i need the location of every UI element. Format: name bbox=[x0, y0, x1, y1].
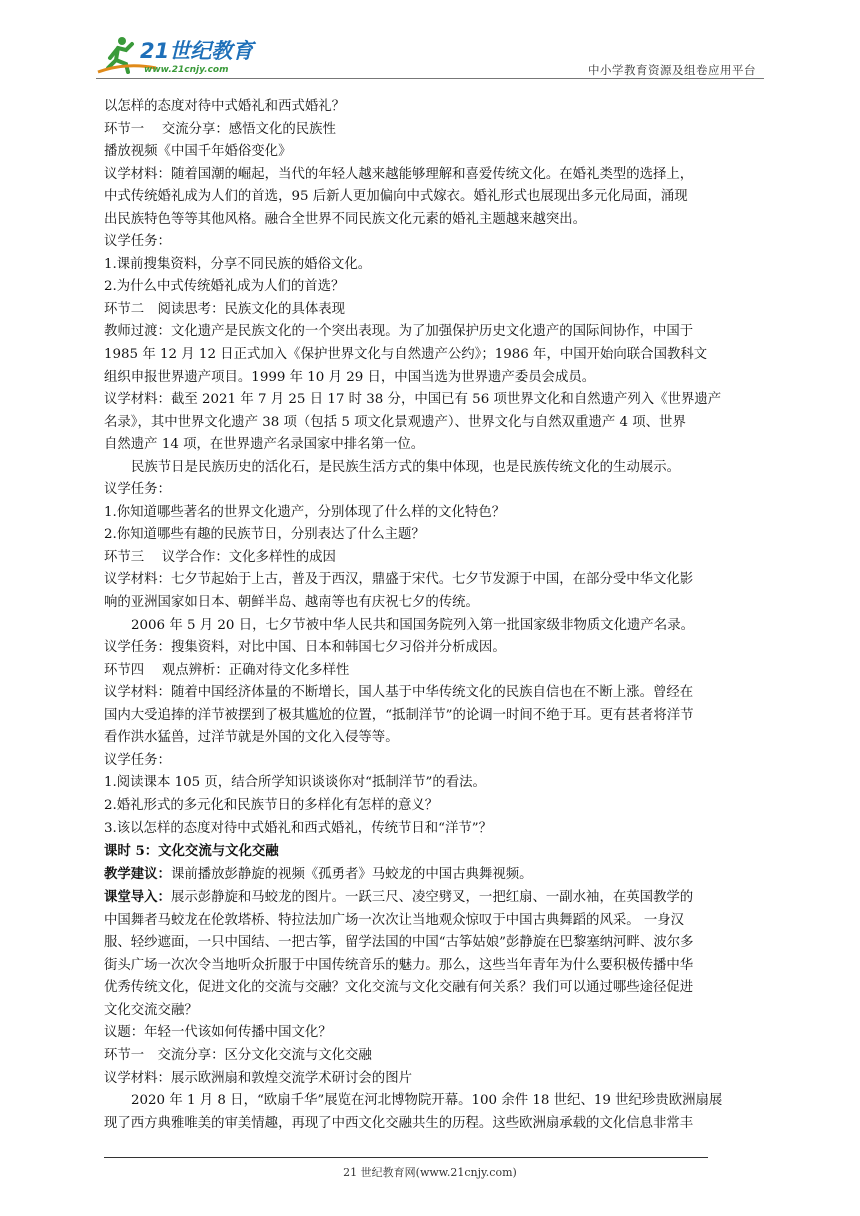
topic-line: 议题：年轻一代该如何传播中国文化？ bbox=[104, 1025, 332, 1041]
logo-url-text: www.21cnjy.com bbox=[144, 65, 229, 75]
text-line: 出民族特色等等其他风格。融合全世界不同民族文化元素的婚礼主题越来越突出。 bbox=[104, 211, 587, 227]
text-line: 现了西方典雅唯美的审美情趣，再现了中西文化交融共生的历程。这些欧洲扇承载的文化信息非常丰 bbox=[104, 1115, 694, 1131]
text-line: 服、轻纱遮面，一只中国结、一把古筝，留学法国的中国“古筝姑娘”彭静旋在巴黎塞纳河畔、波尔多 bbox=[104, 935, 694, 951]
text-line: 响的亚洲国家如日本、朝鲜半岛、越南等也有庆祝七夕的传统。 bbox=[104, 595, 479, 611]
task-item: 1.课前搜集资料，分享不同民族的婚俗文化。 bbox=[104, 256, 372, 272]
class-intro-text: 展示彭静旋和马蛟龙的图片。一跃三尺、凌空劈叉，一把红扇、一副水袖，在英国教学的 bbox=[170, 890, 694, 906]
text-line: 自然遗产 14 项，在世界遗产名录国家中排名第一位。 bbox=[104, 437, 425, 453]
section-heading: 环节三 议学合作：文化多样性的成因 bbox=[104, 549, 336, 565]
section-heading: 环节一 交流分享：感悟文化的民族性 bbox=[104, 121, 336, 137]
task-item: 1.阅读课本 105 页，结合所学知识谈谈你对“抵制洋节”的看法。 bbox=[104, 775, 486, 791]
task-item: 2.你知道哪些有趣的民族节日，分别表达了什么主题？ bbox=[104, 527, 425, 543]
section-heading: 环节四 观点辨析：正确对待文化多样性 bbox=[104, 662, 350, 678]
text-line: 看作洪水猛兽，过洋节就是外国的文化入侵等等。 bbox=[104, 730, 399, 746]
text-line: 文化交流交融？ bbox=[104, 1002, 198, 1018]
text-line: 民族节日是民族历史的活化石，是民族生活方式的集中体现，也是民族传统文化的生动展示。 bbox=[131, 459, 681, 475]
task-item: 1.你知道哪些著名的世界文化遗产，分别体现了什么样的文化特色？ bbox=[104, 504, 506, 520]
page-header bbox=[96, 28, 764, 78]
text-line: 议学任务： bbox=[104, 234, 171, 250]
text-line: 议学材料：七夕节起始于上古，普及于西汉，鼎盛于宋代。七夕节发源于中国，在部分受中华文化影 bbox=[104, 572, 694, 588]
text-line: 国内大受追捧的洋节被摆到了极其尴尬的位置，“抵制洋节”的论调一时间不绝于耳。更有甚者将洋节 bbox=[104, 707, 694, 723]
text-line: 1985 年 12 月 12 日正式加入《保护世界文化与自然遗产公约》；1986 年，中国开始向联合国教科文 bbox=[104, 347, 708, 363]
text-line: 2006 年 5 月 20 日，七夕节被中华人民共和国国务院列入第一批国家级非物质文化遗产名录。 bbox=[131, 617, 694, 633]
text-line: 议学材料：随着中国经济体量的不断增长，国人基于中华传统文化的民族自信也在不断上涨。曾经在 bbox=[104, 685, 694, 701]
text-line: 议学任务： bbox=[104, 482, 171, 498]
task-item: 3.该以怎样的态度对待中式婚礼和西式婚礼，传统节日和“洋节”？ bbox=[104, 820, 493, 836]
logo-main-text: 21世纪教育 bbox=[140, 39, 254, 63]
text-line: 优秀传统文化，促进文化的交流与交融？文化交流与文化交融有何关系？我们可以通过哪些途径促进 bbox=[104, 980, 694, 996]
class-intro-label: 课堂导入： bbox=[104, 889, 171, 906]
site-logo bbox=[96, 32, 286, 76]
text-line: 议学材料：截至 2021 年 7 月 25 日 17 时 38 分，中国已有 56 项世界文化和自然遗产列入《世界遗产 bbox=[104, 392, 722, 408]
page-footer: 21 世纪教育网(www.21cnjy.com) bbox=[343, 1166, 517, 1179]
text-line: 议学材料：随着国潮的崛起，当代的年轻人越来越能够理解和喜爱传统文化。在婚礼类型的选择上， bbox=[104, 166, 694, 182]
text-line: 以怎样的态度对待中式婚礼和西式婚礼？ bbox=[104, 99, 346, 114]
text-line: 街头广场一次次令当地听众折服于中国传统音乐的魅力。那么，这些当年青年为什么要积极传播中华 bbox=[104, 957, 694, 973]
platform-tagline: 中小学教育资源及组卷应用平台 bbox=[588, 63, 756, 77]
section-heading: 环节一 交流分享：区分文化交流与文化交融 bbox=[104, 1047, 372, 1063]
lesson-title: 课时 5：文化交流与文化交融 bbox=[104, 843, 279, 860]
text-line: 中国舞者马蛟龙在伦敦塔桥、特拉法加广场一次次让当地观众惊叹于中国古典舞蹈的风采。 一身汉 bbox=[104, 912, 685, 928]
task-item: 2.为什么中式传统婚礼成为人们的首选？ bbox=[104, 279, 345, 295]
text-line: 议学任务：搜集资料，对比中国、日本和韩国七夕习俗并分析成因。 bbox=[104, 640, 506, 656]
header-divider bbox=[96, 78, 764, 79]
text-line: 议学材料：展示欧洲扇和敦煌交流学术研讨会的图片 bbox=[104, 1070, 412, 1086]
task-item: 2.婚礼形式的多元化和民族节日的多样化有怎样的意义？ bbox=[104, 797, 439, 813]
section-heading: 环节二 阅读思考：民族文化的具体表现 bbox=[104, 301, 346, 317]
text-line: 组织申报世界遗产项目。1999 年 10 月 29 日，中国当选为世界遗产委员会成员。 bbox=[104, 369, 596, 385]
text-line: 中式传统婚礼成为人们的首选，95 后新人更加偏向中式嫁衣。婚礼形式也展现出多元化局面，涌现 bbox=[104, 189, 688, 205]
teaching-advice-label: 教学建议： bbox=[104, 865, 171, 882]
document-body bbox=[104, 96, 764, 1135]
class-intro-line bbox=[104, 886, 764, 910]
text-line: 议学任务： bbox=[104, 752, 171, 768]
text-line: 播放视频《中国千年婚俗变化》 bbox=[104, 144, 292, 160]
footer-divider bbox=[104, 1157, 708, 1158]
teaching-advice-line bbox=[104, 863, 764, 887]
text-line: 名录》，其中世界文化遗产 38 项（包括 5 项文化景观遗产）、世界文化与自然双重遗产 4 项、世界 bbox=[104, 414, 686, 430]
text-line: 2020 年 1 月 8 日，“欧扇千华”展览在河北博物院开幕。100 余件 18 世纪、19 世纪珍贵欧洲扇展 bbox=[131, 1093, 723, 1109]
teaching-advice-text: 课前播放彭静旋的视频《孤勇者》马蛟龙的中国古典舞视频。 bbox=[170, 866, 533, 882]
text-line: 教师过渡：文化遗产是民族文化的一个突出表现。为了加强保护历史文化遗产的国际间协作，中国于 bbox=[104, 324, 694, 340]
